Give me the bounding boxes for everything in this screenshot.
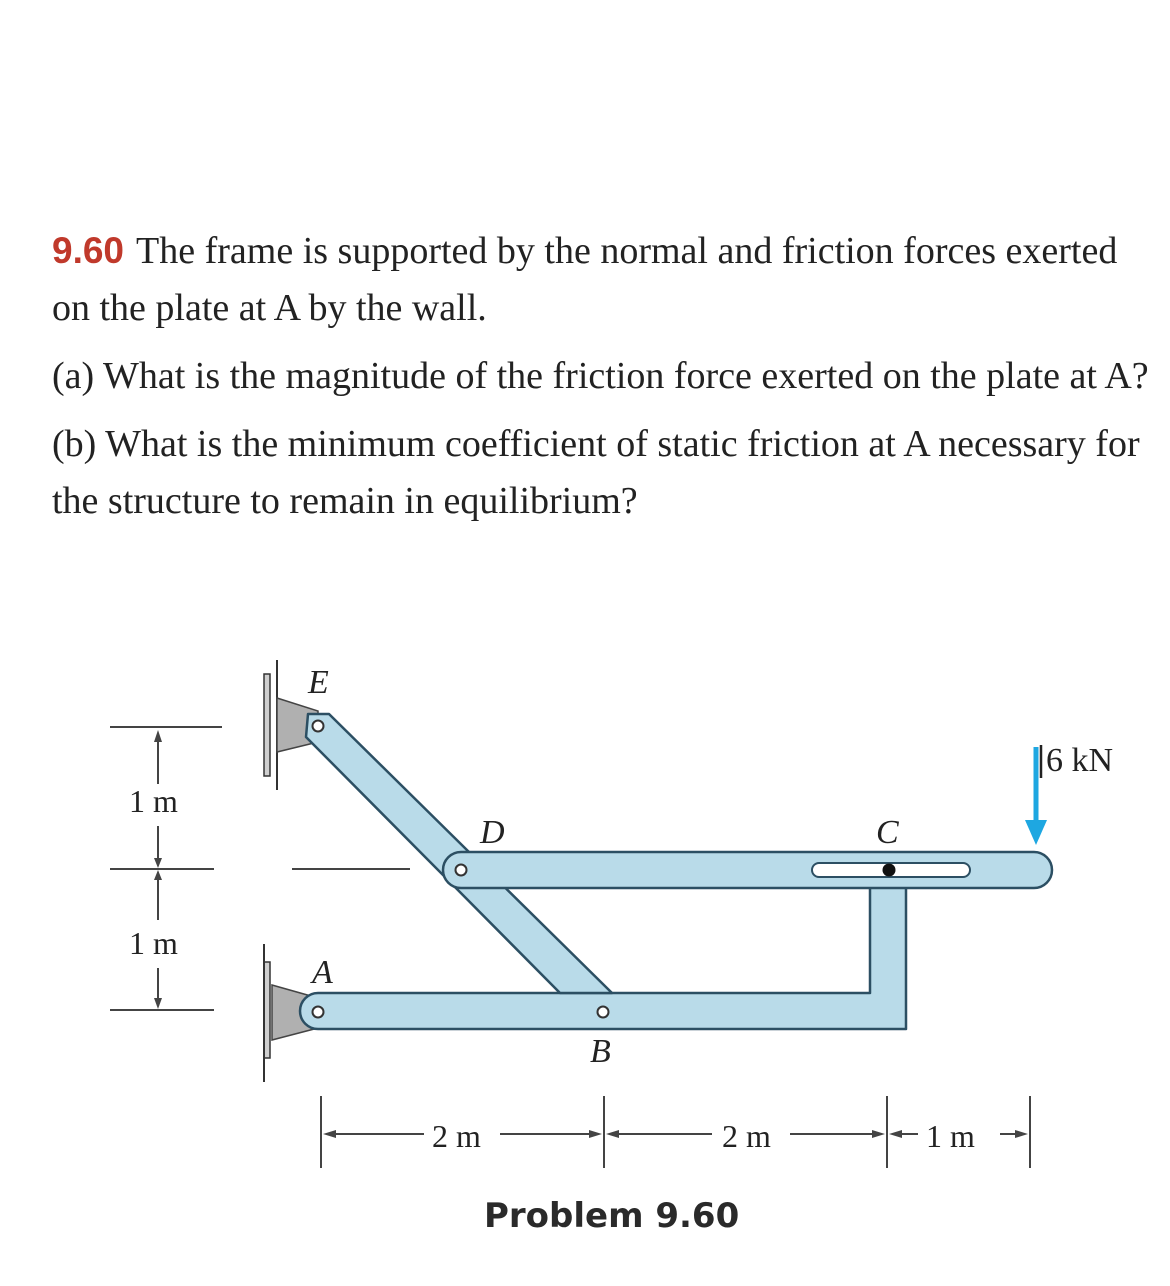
- problem-number: 9.60: [52, 230, 125, 271]
- load-label: 6 kN: [1046, 742, 1114, 779]
- pin-d: [456, 865, 467, 876]
- label-b: B: [590, 1033, 611, 1070]
- load-arrow: [1025, 747, 1047, 845]
- pin-c: [883, 864, 896, 877]
- label-c: C: [876, 814, 899, 851]
- dim-left-upper: 1 m: [129, 783, 178, 819]
- statement-text: The frame is supported by the normal and friction forces exerted on the plate at A by the wall.: [52, 230, 1118, 329]
- label-d: D: [480, 814, 505, 851]
- pin-b: [598, 1007, 609, 1018]
- dim-bottom-3: 1 m: [926, 1118, 975, 1154]
- dim-bottom-2: 2 m: [722, 1118, 771, 1154]
- figure-caption: Problem 9.60: [484, 1196, 740, 1236]
- label-e: E: [308, 664, 329, 701]
- pin-e: [313, 721, 324, 732]
- bottom-dimensions: [321, 1096, 1030, 1168]
- pin-a: [313, 1007, 324, 1018]
- label-a: A: [312, 954, 333, 991]
- part-a: (a) What is the magnitude of the friction force exerted on the plate at A?: [52, 355, 1149, 397]
- part-b: (b) What is the minimum coefficient of static friction at A necessary for the structure to remain in equilibrium?: [52, 423, 1140, 522]
- left-dimensions: [110, 727, 222, 1010]
- dim-bottom-1: 2 m: [432, 1118, 481, 1154]
- dim-left-lower: 1 m: [129, 925, 178, 961]
